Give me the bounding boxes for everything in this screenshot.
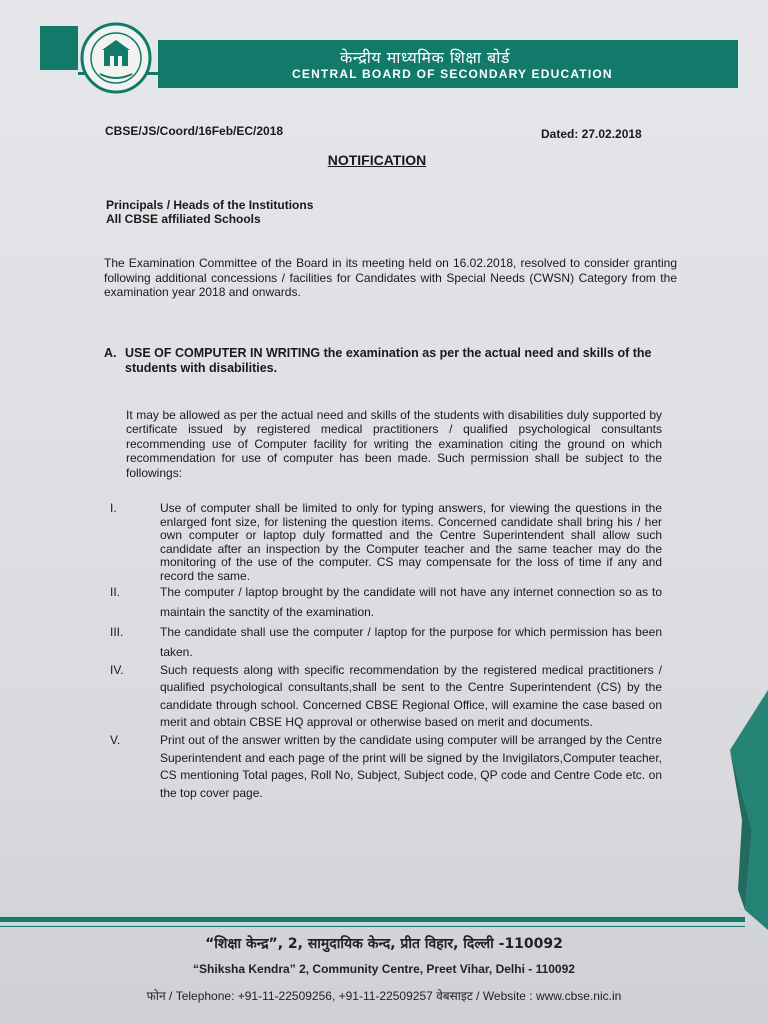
list-item xyxy=(110,732,662,802)
list-item-number: IV. xyxy=(110,662,124,677)
footer-hindi-address: “शिक्षा केन्द्र”, 2, सामुदायिक केन्द, प्रीत विहार, दिल्ली -110092 xyxy=(205,936,563,952)
page-title: NOTIFICATION xyxy=(327,152,427,168)
addressee-line-1: Principals / Heads of the Institutions xyxy=(106,198,314,212)
list-item-text: Print out of the answer written by the candidate using computer will be arranged by the Centre Superintendent and each page of the print will be signed by the Invigilators,Computer teacher, CS mentioning Total pages, Roll No, Subject, Subject code, QP code and Centre Code etc. on the top cover page. xyxy=(160,732,662,800)
issue-date: Dated: 27.02.2018 xyxy=(541,127,642,141)
list-item-text: Use of computer shall be limited to only for typing answers, for viewing the questions in the enlarged font size, for listening the question items. Concerned candidate shall bring his / her own computer or laptop duly formatted and the Centre Superintendent shall allow such candidate after an inspection by the Computer teacher and the same teacher may do the monitoring of the use of the computer. CS may compensate for the loss of time if any and record the same. xyxy=(160,501,662,583)
addressee-line-2: All CBSE affiliated Schools xyxy=(106,212,261,226)
reference-number: CBSE/JS/Coord/16Feb/EC/2018 xyxy=(105,124,284,138)
header-accent-block xyxy=(40,26,78,70)
list-item-number: III. xyxy=(110,624,124,639)
list-item-number: V. xyxy=(110,732,121,747)
section-a-label: A. xyxy=(104,346,117,360)
addressee xyxy=(106,198,313,226)
footer-english-address: “Shiksha Kendra” 2, Community Centre, Preet Vihar, Delhi - 110092 xyxy=(193,962,575,976)
list-item-number: II. xyxy=(110,584,121,599)
list-item-number: I. xyxy=(110,501,117,515)
list-item-text: Such requests along with specific recommendation by the registered medical practitioners / qualified psychological consultants,shall be sent to the Centre Superintendent (CS) by the candidate through school. Concerned CBSE Regional Office, will examine the case based on merit and obtain CBSE HQ approval or otherwise based on merit and documents. xyxy=(160,662,662,730)
cbse-seal-icon xyxy=(80,22,152,94)
list-item-text: The candidate shall use the computer / laptop for the purpose for which permission has been taken. xyxy=(160,624,662,659)
list-item xyxy=(110,582,662,622)
footer-rule xyxy=(0,917,745,922)
list-item-text: The computer / laptop brought by the candidate will not have any internet connection so as to maintain the sanctity of the examination. xyxy=(160,584,662,619)
header-english-title: CENTRAL BOARD OF SECONDARY EDUCATION xyxy=(292,67,613,81)
footer-contact: फोन / Telephone: +91-11-22509256, +91-11-22509257 वेबसाइट / Website : www.cbse.nic.in xyxy=(146,989,622,1003)
intro-paragraph: The Examination Committee of the Board in its meeting held on 16.02.2018, resolved to consider granting following additional concessions / facilities for Candidates with Special Needs (CWSN) Category from the examination year 2018 and onwards. xyxy=(104,256,677,299)
corner-decoration xyxy=(690,690,768,930)
footer-rule-thin xyxy=(0,926,745,927)
list-item xyxy=(110,502,662,584)
conditions-list xyxy=(110,502,662,802)
header-hindi-title: केन्द्रीय माध्यमिक शिक्षा बोर्ड xyxy=(340,48,510,67)
section-a-title: USE OF COMPUTER IN WRITING the examination as per the actual need and skills of the students with disabilities. xyxy=(125,346,652,375)
list-item xyxy=(110,622,662,662)
section-a-intro: It may be allowed as per the actual need and skills of the students with disabilities duly supported by certificate issued by registered medical practitioners / qualified psychological consultants recommending use of Computer facility for writing the examination citing the ground on which recommendation for use of computer has been made. Such permission shall be subject to the followings: xyxy=(126,408,662,480)
section-a-heading xyxy=(104,346,660,376)
list-item xyxy=(110,662,662,732)
